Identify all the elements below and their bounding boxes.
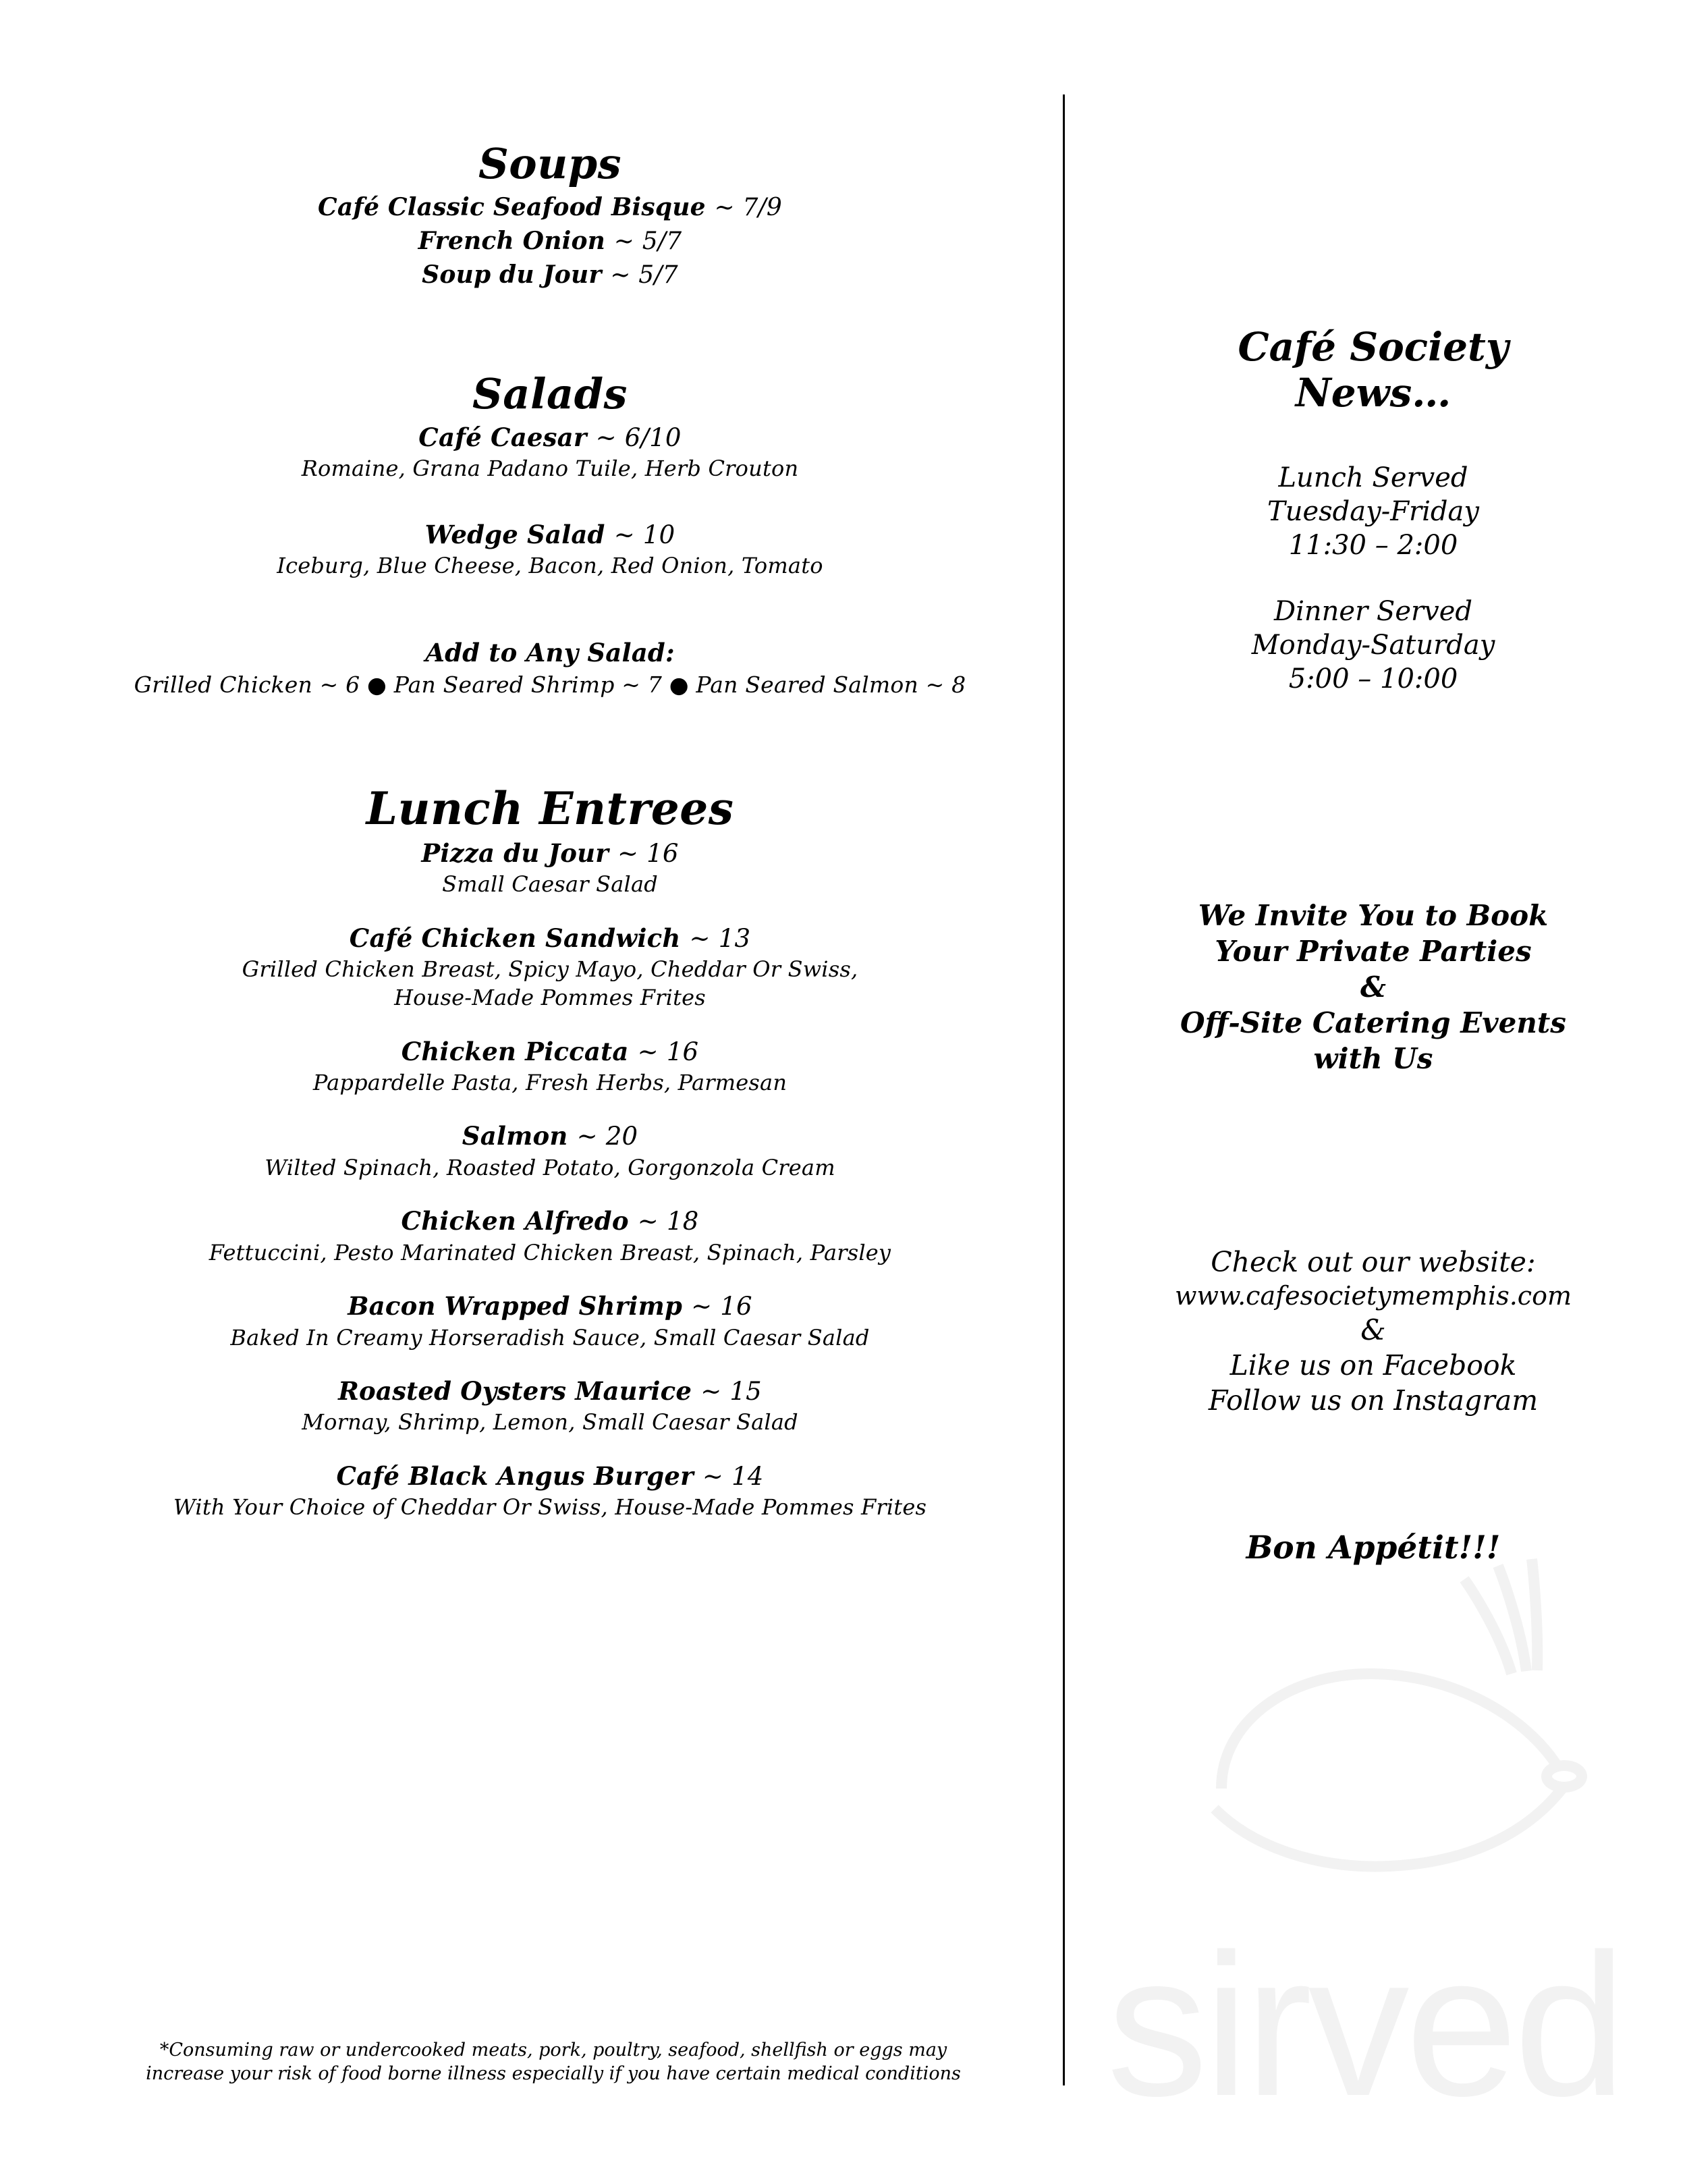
menu-item	[81, 1035, 1019, 1097]
item-description: Romaine, Grana Padano Tuile, Herb Crouton	[301, 456, 799, 482]
item-price: ~ 14	[702, 1461, 764, 1491]
website-social-block	[1107, 1245, 1640, 1418]
soups-list	[81, 191, 1019, 292]
menu-item	[81, 922, 1019, 1012]
spacer	[81, 1182, 1019, 1205]
spacer	[81, 1012, 1019, 1035]
lunch-hours-block	[1107, 461, 1640, 562]
add-to-salad-block	[81, 636, 1019, 699]
menu-item	[81, 518, 1019, 580]
menu-item	[81, 1290, 1019, 1352]
item-line	[81, 191, 1019, 225]
menu-item	[81, 837, 1019, 899]
spacer	[81, 483, 1019, 518]
spacer	[81, 1352, 1019, 1375]
item-description: Small Caesar Salad	[442, 871, 658, 898]
right-column	[1107, 324, 1640, 1566]
dinner-hours-line-2: Monday-Saturday	[1251, 629, 1495, 661]
news-title-line-1: Café Society	[1238, 324, 1509, 370]
item-name: Bacon Wrapped Shrimp	[348, 1291, 683, 1321]
website-ampersand: &	[1360, 1313, 1386, 1346]
menu-item	[81, 191, 1019, 225]
lunch-entrees-list	[81, 837, 1019, 1522]
add-to-salad-options: Grilled Chicken ~ 6 ● Pan Seared Shrimp ~ 7 ● Pan Seared Salmon ~ 8	[134, 671, 966, 698]
menu-item	[81, 1460, 1019, 1522]
spacer	[81, 1097, 1019, 1120]
menu-item	[81, 421, 1019, 483]
item-name: Café Classic Seafood Bisque	[318, 192, 706, 221]
spacer	[81, 1437, 1019, 1460]
item-price: ~ 5/7	[613, 227, 682, 255]
salads-list	[81, 421, 1019, 580]
left-column	[81, 139, 1019, 1522]
dinner-hours-line-3: 5:00 – 10:00	[1288, 663, 1458, 694]
item-name: French Onion	[418, 226, 606, 255]
menu-item	[81, 1205, 1019, 1267]
item-description: With Your Choice of Cheddar Or Swiss, House-Made Pommes Frites	[173, 1494, 927, 1521]
website-label: Check out our website:	[1211, 1246, 1536, 1279]
item-name: Wedge Salad	[424, 519, 605, 549]
website-url[interactable]: www.cafesocietymemphis.com	[1175, 1281, 1572, 1311]
item-line	[81, 258, 1019, 292]
instagram-line: Follow us on Instagram	[1208, 1384, 1539, 1417]
item-price: ~ 16	[691, 1292, 752, 1321]
column-divider	[1063, 94, 1065, 2085]
item-line	[81, 1120, 1019, 1153]
invite-ampersand: &	[1360, 970, 1386, 1004]
invite-line-4: Off-Site Catering Events	[1180, 1006, 1566, 1039]
item-description-line2: House-Made Pommes Frites	[394, 985, 706, 1011]
item-name: Salmon	[462, 1121, 568, 1151]
item-name: Soup du Jour	[422, 260, 602, 289]
disclaimer-footnote	[101, 2038, 1005, 2085]
item-price: ~ 6/10	[595, 422, 682, 452]
private-parties-invite	[1107, 898, 1640, 1077]
facebook-line: Like us on Facebook	[1229, 1348, 1517, 1382]
invite-line-5: with Us	[1313, 1041, 1433, 1075]
section-heading-lunch-entrees: Lunch Entrees	[366, 782, 734, 835]
dinner-hours-block	[1107, 595, 1640, 696]
menu-item	[81, 225, 1019, 258]
spacer	[81, 1267, 1019, 1290]
item-price: ~ 5/7	[610, 261, 678, 289]
item-description: Mornay, Shrimp, Lemon, Small Caesar Salad	[302, 1409, 798, 1436]
news-title-line-2: News…	[1295, 370, 1451, 416]
item-description: Fettuccini, Pesto Marinated Chicken Breast, Spinach, Parsley	[209, 1239, 891, 1265]
dinner-hours-line-1: Dinner Served	[1274, 595, 1472, 627]
news-title	[1107, 324, 1640, 416]
item-line	[81, 518, 1019, 552]
section-heading-soups: Soups	[478, 139, 621, 188]
bon-appetit: Bon Appétit!!!	[1246, 1529, 1501, 1567]
footnote-line-2: increase your risk of food borne illness especially if you have certain medical conditions	[146, 2063, 961, 2085]
item-name: Chicken Alfredo	[401, 1206, 629, 1236]
item-description: Wilted Spinach, Roasted Potato, Gorgonzola Cream	[265, 1155, 835, 1181]
item-line	[81, 1290, 1019, 1323]
lunch-hours-line-3: 11:30 – 2:00	[1288, 529, 1458, 561]
item-name: Café Chicken Sandwich	[349, 923, 681, 953]
item-line	[81, 1460, 1019, 1494]
watermark-text: sirved	[1107, 1911, 1623, 2138]
item-description: Iceburg, Blue Cheese, Bacon, Red Onion, Tomato	[277, 553, 823, 579]
item-name: Chicken Piccata	[401, 1036, 629, 1066]
item-line	[81, 1205, 1019, 1238]
item-line	[81, 421, 1019, 455]
item-line	[81, 922, 1019, 956]
item-description: Baked In Creamy Horseradish Sauce, Small Caesar Salad	[230, 1324, 870, 1350]
menu-item	[81, 258, 1019, 292]
item-price: ~ 15	[700, 1376, 762, 1406]
spacer	[1107, 416, 1640, 461]
item-price: ~ 20	[576, 1122, 638, 1151]
item-line	[81, 837, 1019, 871]
item-description: Pappardelle Pasta, Fresh Herbs, Parmesan	[312, 1070, 787, 1096]
spacer	[1107, 562, 1640, 595]
footnote-line-1: *Consuming raw or undercooked meats, pork, poultry, seafood, shellfish or eggs may	[159, 2040, 947, 2060]
item-name: Roasted Oysters Maurice	[338, 1375, 692, 1406]
item-name: Café Black Angus Burger	[336, 1460, 694, 1491]
item-description: Grilled Chicken Breast, Spicy Mayo, Cheddar Or Swiss,	[242, 956, 858, 983]
menu-item	[81, 1120, 1019, 1182]
lunch-hours-line-2: Tuesday-Friday	[1267, 495, 1479, 527]
item-name: Pizza du Jour	[421, 838, 609, 868]
invite-line-2: Your Private Parties	[1215, 934, 1532, 968]
item-line	[81, 1375, 1019, 1409]
spacer	[81, 899, 1019, 922]
item-price: ~ 18	[637, 1207, 699, 1236]
item-line	[81, 225, 1019, 258]
section-heading-salads: Salads	[472, 368, 628, 418]
item-line	[81, 1035, 1019, 1069]
item-price: ~ 16	[637, 1037, 699, 1066]
item-price: ~ 7/9	[714, 193, 782, 221]
item-price: ~ 16	[617, 838, 679, 868]
menu-item	[81, 1375, 1019, 1437]
add-to-salad-label: Add to Any Salad:	[425, 638, 675, 668]
lunch-hours-line-1: Lunch Served	[1278, 462, 1468, 493]
item-price: ~ 13	[689, 923, 751, 953]
item-price: ~ 10	[613, 520, 675, 549]
item-name: Café Caesar	[418, 422, 587, 452]
invite-line-1: We Invite You to Book	[1198, 898, 1549, 932]
